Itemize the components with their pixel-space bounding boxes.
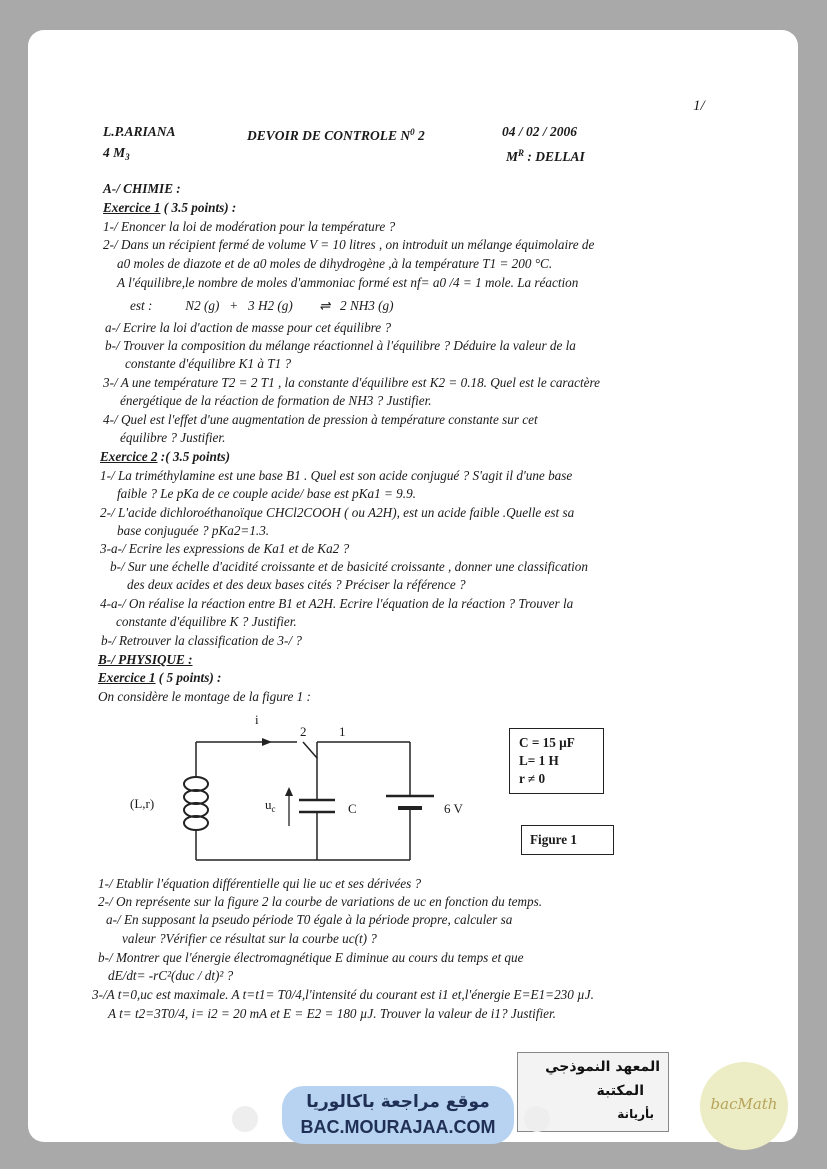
chimie-ex2-line: des deux acides et des deux bases cités ? Préciser la référence ? [127, 577, 466, 592]
stamp-line: المكتبة [596, 1083, 644, 1099]
chimie-ex2-line: 1-/ La triméthylamine est une base B1 . Quel est son acide conjugué ? S'agit il d'une base [100, 468, 573, 483]
site-logo-icon [232, 1106, 258, 1132]
figure-label-box [521, 825, 614, 855]
switch-position-1: 1 [339, 724, 346, 739]
site-banner-url[interactable]: BAC.MOURAJAA.COM [300, 1117, 496, 1137]
physique-question: a-/ En supposant la pseudo période T0 égale à la période propre, calculer sa [106, 912, 513, 927]
exam-date: 04 / 02 / 2006 [502, 124, 578, 139]
chimie-ex1-line: b-/ Trouver la composition du mélange réactionnel à l'équilibre ? Déduire la valeur de la [105, 338, 576, 353]
physique-ex1-title: Exercice 1 ( 5 points) : [98, 670, 222, 685]
physique-question: 1-/ Etablir l'équation différentielle qui lie uc et ses dérivées ? [98, 876, 422, 891]
page-mark: 1/ [693, 98, 705, 114]
physique-heading: B-/ PHYSIQUE : [98, 652, 193, 667]
chimie-ex2-line: constante d'équilibre K ? Justifier. [116, 614, 297, 629]
chimie-ex2-line: 4-a-/ On réalise la réaction entre B1 et A2H. Ecrire l'équation de la réaction ? Trouver la [100, 596, 574, 611]
bacmath-logo: bacMath [700, 1062, 788, 1150]
chimie-ex2-line: 2-/ L'acide dichloroéthanoïque CHCl2COOH ( ou A2H), est un acide faible .Quelle est sa [100, 505, 575, 520]
physique-intro: On considère le montage de la figure 1 : [98, 689, 311, 704]
param-capacitance: C = 15 µF [519, 735, 575, 750]
chimie-ex1-line: 4-/ Quel est l'effet d'une augmentation de pression à température constante sur cet [103, 412, 538, 427]
class-name: 4 $M_3$ [103, 145, 130, 162]
chimie-ex1-title: Exercice 1 ( 3.5 points) : [103, 200, 237, 215]
chimie-ex1-line: équilibre ? Justifier. [120, 430, 226, 445]
chimie-ex2-line: b-/ Retrouver la classification de 3-/ ? [101, 633, 302, 648]
chimie-ex2-line: base conjuguée ? pKa2=1.3. [117, 523, 270, 538]
parameters-box [509, 728, 604, 794]
chimie-ex1-line: 2-/ Dans un récipient fermé de volume V = 10 litres , on introduit un mélange équimolaire de [103, 237, 595, 252]
teacher-name: $M^R$ : DELLAI [506, 148, 585, 164]
current-label: i [255, 712, 259, 727]
stamp-line: المعهد النموذجي [545, 1059, 660, 1075]
figure-label: Figure 1 [530, 832, 578, 847]
school-name: L.P.ARIANA [103, 124, 176, 139]
site-banner-arabic: موقع مراجعة باكالوريا [306, 1092, 490, 1112]
chimie-ex1-line: 3-/ A une température T2 = 2 T1 , la constante d'équilibre est K2 = 0.18. Quel est le caractère [103, 375, 601, 390]
chimie-ex2-line: 3-a-/ Ecrire les expressions de Ka1 et de Ka2 ? [100, 541, 350, 556]
chimie-ex1-line: A l'équilibre,le nombre de moles d'ammoniac formé est nf= a0 /4 = 1 mole. La réaction [117, 275, 579, 290]
coil-label: (L,r) [130, 796, 155, 811]
chimie-ex2-title: Exercice 2 :( 3.5 points) [100, 449, 231, 464]
physique-question: 3-/A t=0,uc est maximale. A t=t1= T0/4,l'intensité du courant est i1 et,l'énergie E=E1=230 µJ. [92, 987, 594, 1002]
stamp-line: بأريانة [617, 1107, 654, 1121]
chimie-ex1-line: 1-/ Enoncer la loi de modération pour la température ? [103, 219, 396, 234]
uc-label: $u_c$ [265, 797, 276, 814]
physique-question: dE/dt= -rC²(duc / dt)² ? [108, 968, 234, 983]
physique-question: A t= t2=3T0/4, i= i2 = 20 mA et E = E2 = 180 µJ. Trouver la valeur de i1? Justifier. [108, 1006, 556, 1021]
physique-question: valeur ?Vérifier ce résultat sur la courbe uc(t) ? [122, 931, 377, 946]
reaction-equation: est : N2 (g) + 3 H2 (g) ⇌ 2 NH3 (g) [130, 298, 394, 313]
physique-question: b-/ Montrer que l'énergie électromagnétique E diminue au cours du temps et que [98, 950, 524, 965]
capacitor-label: C [348, 801, 357, 816]
switch-position-2: 2 [300, 724, 307, 739]
site-banner[interactable] [282, 1086, 514, 1144]
chimie-ex1-line: a0 moles de diazote et de a0 moles de dihydrogène ,à la température T1 = 200 °C. [117, 256, 553, 271]
param-inductance: L= 1 H [519, 753, 559, 768]
chimie-ex1-line: constante d'équilibre K1 à T1 ? [125, 356, 292, 371]
chimie-heading: A-/ CHIMIE : [103, 181, 181, 196]
chimie-ex1-line: a-/ Ecrire la loi d'action de masse pour cet équilibre ? [105, 320, 392, 335]
chimie-ex1-line: énergétique de la réaction de formation de NH3 ? Justifier. [120, 393, 432, 408]
chimie-ex2-line: b-/ Sur une échelle d'acidité croissante et de basicité croissante , donner une classification [110, 559, 588, 574]
site-logo-icon [524, 1106, 550, 1132]
generator-label: 6 V [444, 801, 463, 816]
exam-title: DEVOIR DE CONTROLE $N^0$ 2 [247, 127, 425, 143]
physique-question: 2-/ On représente sur la figure 2 la courbe de variations de uc en fonction du temps. [98, 894, 543, 909]
param-resistance: r ≠ 0 [519, 771, 546, 786]
chimie-ex2-line: faible ? Le pKa de ce couple acide/ base est pKa1 = 9.9. [117, 486, 416, 501]
